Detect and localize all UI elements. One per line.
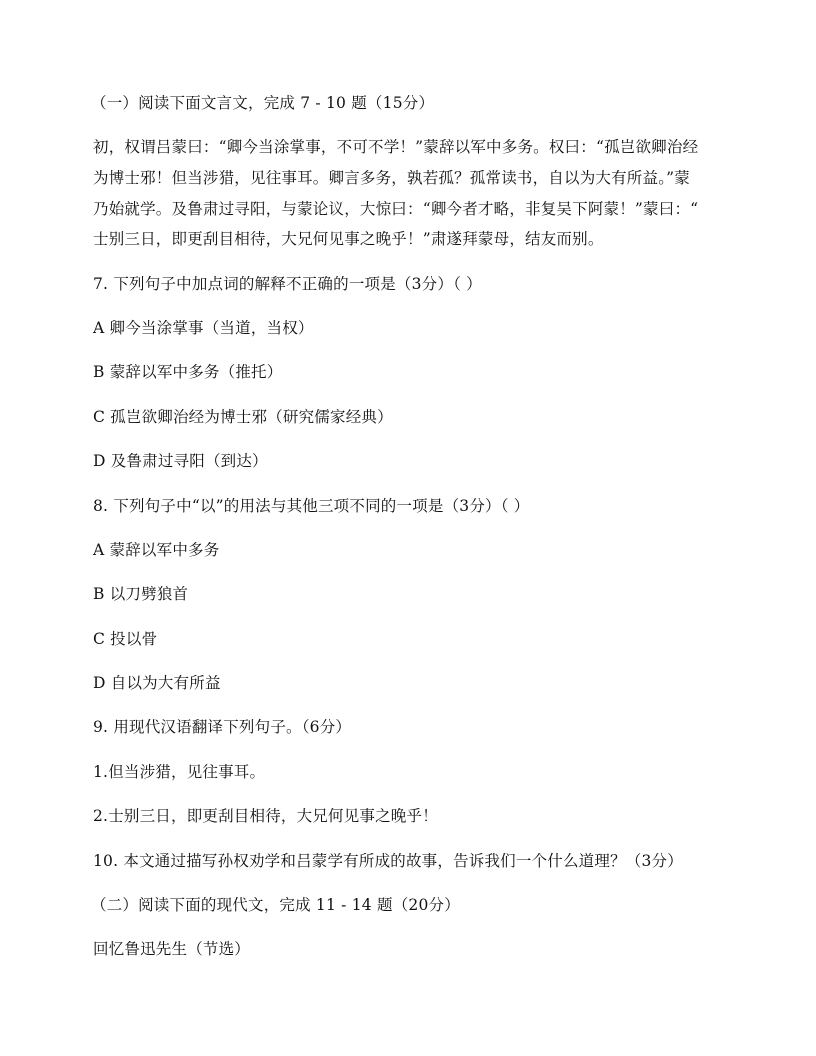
passage-line: 初，权谓吕蒙曰：“卿今当涂掌事，不可不学！”蒙辞以军中多务。权曰：“孤岂欲卿治经 [93,138,699,157]
question-7-option-d: D 及鲁肃过寻阳（到达） [93,452,268,471]
passage-line: 为博士邪！但当涉猎，见往事耳。卿言多务，孰若孤？孤常读书，自以为大有所益。”蒙 [93,168,690,187]
question-7-stem: 7. 下列句子中加点词的解释不正确的一项是（3分）（ ） [93,274,482,293]
question-7-option-c: C 孤岂欲卿治经为博士邪（研究儒家经典） [93,407,393,426]
question-8-stem: 8. 下列句子中“以”的用法与其他三项不同的一项是（3分）（ ） [93,496,530,515]
question-8-option-d: D 自以为大有所益 [93,674,221,693]
question-7-option-b: B 蒙辞以军中多务（推托） [93,363,283,382]
question-7-option-a: A 卿今当涂掌事（当道，当权） [93,318,314,337]
question-8-option-a: A 蒙辞以军中多务 [93,540,220,559]
classical-passage [93,136,723,250]
question-9-item-2: 2.士别三日，即更刮目相待，大兄何见事之晚乎！ [93,807,438,826]
question-8-option-c: C 投以骨 [93,629,158,648]
section-1-heading: （一）阅读下面文言文，完成 7 - 10 题（15分） [91,94,435,112]
passage-line: 士别三日，即更刮目相待，大兄何见事之晚乎！”肃遂拜蒙母，结友而别。 [93,230,604,249]
passage-line: 乃始就学。及鲁肃过寻阳，与蒙论议，大惊曰：“卿今者才略，非复吴下阿蒙！”蒙曰：“ [93,199,699,218]
document-content [93,92,723,983]
question-10-stem: 10. 本文通过描写孙权劝学和吕蒙学有所成的故事，告诉我们一个什么道理？（3分） [93,851,683,870]
question-9-stem: 9. 用现代汉语翻译下列句子。（6分） [93,718,352,737]
question-9-item-1: 1.但当涉猎，见往事耳。 [93,762,266,781]
section-2-title: 回忆鲁迅先生（节选） [93,940,251,959]
section-2-heading: （二）阅读下面的现代文，完成 11 - 14 题（20分） [91,896,460,915]
question-8-option-b: B 以刀劈狼首 [93,585,189,604]
